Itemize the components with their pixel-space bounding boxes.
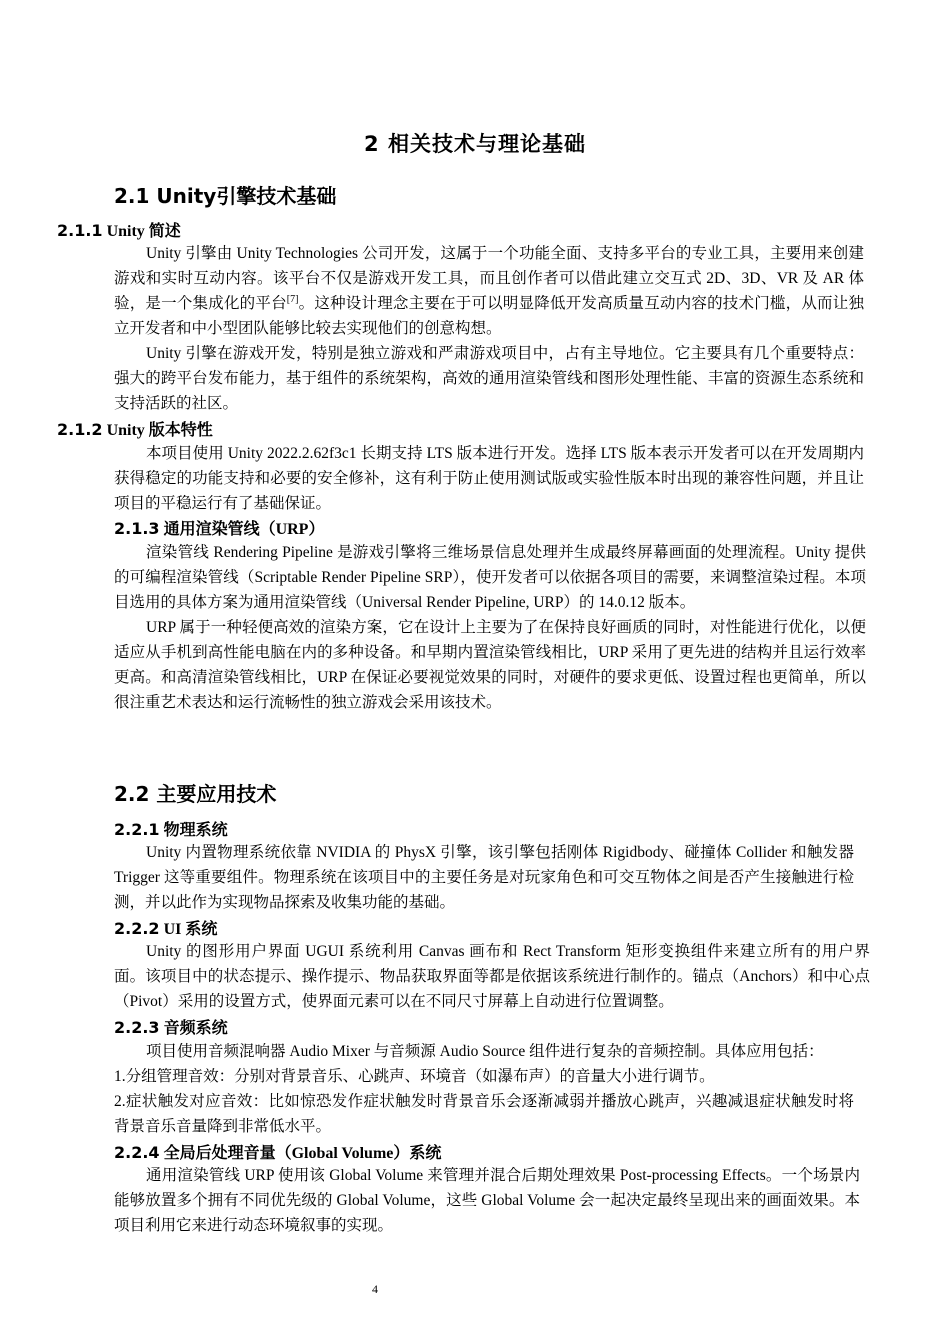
paragraph: Unity 引擎在游戏开发，特别是独立游戏和严肃游戏项目中，占有主导地位。它主要具有几个重要特点：强大的跨平台发布能力，基于组件的系统架构，高效的通用渲染管线和图形处理性能、丰富的资源生态系统和支持活跃的社区。 bbox=[114, 345, 864, 412]
paragraph: 通用渲染管线 URP 使用该 Global Volume 来管理并混合后期处理效果 Post-processing Effects。一个场景内能够放置多个拥有不同优先级的 Global Volume，这些 Global Volume 会一起决定最终呈现出来的画面效果。本项目利用它来进行动态环境叙事的实现。 bbox=[114, 1167, 860, 1234]
list-item: 1.分组管理音效：分别对背景音乐、心跳声、环境音（如瀑布声）的音量大小进行调节。 bbox=[114, 1068, 715, 1085]
section-number: 2.2.4 bbox=[114, 1143, 160, 1162]
section-2-1-3-heading bbox=[114, 516, 324, 539]
section-2-1-1-heading bbox=[57, 218, 181, 241]
section-2-2-1-heading bbox=[114, 817, 228, 840]
section-number: 2.1.1 bbox=[57, 221, 103, 240]
paragraph: 本项目使用 Unity 2022.2.62f3c1 长期支持 LTS 版本进行开发。选择 LTS 版本表示开发者可以在开发周期内获得稳定的功能支持和必要的安全修补，这有利于防止使用测试版或实验性版本时出现的兼容性问题，并且让项目的平稳运行有了基础保证。 bbox=[114, 445, 864, 512]
section-2-1-1-body bbox=[114, 241, 864, 416]
paragraph: 渲染管线 Rendering Pipeline 是游戏引擎将三维场景信息处理并生成最终屏幕画面的处理流程。Unity 提供的可编程渲染管线（Scriptable Render Pipeline SRP），使开发者可以依据各项目的需要，来调整渲染过程。本项目选用的具体方案为通用渲染管线（Universal Render Pipeline, URP）的 14.0.12 版本。 bbox=[114, 544, 866, 611]
citation: [7] bbox=[286, 293, 299, 305]
chapter-title: 2 相关技术与理论基础 bbox=[364, 132, 586, 156]
section-title: 音频系统 bbox=[163, 1020, 228, 1037]
section-title: 通用渲染管线（URP） bbox=[163, 521, 325, 538]
paragraph: URP 属于一种轻便高效的渲染方案，它在设计上主要为了在保持良好画质的同时，对性能进行优化，以便适应从手机到高性能电脑在内的多种设备。和早期内置渲染管线相比，URP 采用了更先进的结构并且运行效率更高。和高清渲染管线相比，URP 在保证必要视觉效果的同时，对硬件的要求更低、设置过程也更简单，所以很注重艺术表达和运行流畅性的独立游戏会采用该技术。 bbox=[114, 619, 866, 711]
section-2-1-3-body bbox=[114, 540, 866, 715]
paragraph: Unity 的图形用户界面 UGUI 系统利用 Canvas 画布和 Rect Transform 矩形变换组件来建立所有的用户界面。该项目中的状态提示、操作提示、物品获取界面等都是依据该系统进行制作的。锚点（Anchors）和中心点（Pivot）采用的设置方式，使界面元素可以在不同尺寸屏幕上自动进行位置调整。 bbox=[114, 943, 870, 1010]
section-2-1-heading: 2.1 Unity引擎技术基础 bbox=[114, 184, 337, 208]
section-2-2-3-heading bbox=[114, 1015, 228, 1038]
section-number: 2.2.1 bbox=[114, 820, 160, 839]
section-2-2-heading: 2.2 主要应用技术 bbox=[114, 782, 277, 806]
paragraph: Unity 内置物理系统依靠 NVIDIA 的 PhysX 引擎，该引擎包括刚体 Rigidbody、碰撞体 Collider 和触发器 Trigger 这等重要组件。物理系统在该项目中的主要任务是对玩家角色和可交互物体之间是否产生接触进行检测，并以此作为实现物品探索及收集功能的基础。 bbox=[114, 844, 854, 911]
section-2-2-3-body bbox=[114, 1039, 870, 1139]
paragraph: 项目使用音频混响器 Audio Mixer 与音频源 Audio Source 组件进行复杂的音频控制。具体应用包括： bbox=[146, 1043, 824, 1060]
section-number: 2.2.2 bbox=[114, 919, 160, 938]
paragraph: Unity 引擎由 Unity Technologies 公司开发，这属于一个功能全面、支持多平台的专业工具，主要用来创建游戏和实时互动内容。该平台不仅是游戏开发工具，而且创作者可以借此建立交互式 2D、3D、VR 及 AR 体验，是一个集成化的平台[7]。这种设计理念主要在于可以明显降低开发高质量互动内容的技术门槛，从而让独立开发者和中小型团队能够比较去实现他们的创意构想。 bbox=[114, 245, 864, 337]
section-2-2-1-body bbox=[114, 840, 854, 915]
section-title: UI 系统 bbox=[163, 921, 218, 938]
section-title: 物理系统 bbox=[163, 822, 228, 839]
section-number: 2.2.3 bbox=[114, 1018, 160, 1037]
section-number: 2.1.3 bbox=[114, 519, 160, 538]
section-title: Unity 版本特性 bbox=[106, 422, 213, 439]
section-2-1-2-body bbox=[114, 441, 864, 516]
section-title: 全局后处理音量（Global Volume）系统 bbox=[163, 1145, 442, 1162]
section-2-2-4-body bbox=[114, 1163, 860, 1238]
section-title: Unity 简述 bbox=[106, 223, 181, 240]
section-2-2-2-heading bbox=[114, 916, 217, 939]
section-number: 2.1.2 bbox=[57, 420, 103, 439]
page-number: 4 bbox=[372, 1282, 378, 1296]
section-2-2-4-heading bbox=[114, 1140, 441, 1163]
section-2-2-2-body bbox=[114, 939, 870, 1014]
list-item: 2.症状触发对应音效：比如惊恐发作症状触发时背景音乐会逐渐减弱并播放心跳声，兴趣减退症状触发时将背景音乐音量降到非常低水平。 bbox=[114, 1093, 854, 1135]
section-2-1-2-heading bbox=[57, 417, 213, 440]
